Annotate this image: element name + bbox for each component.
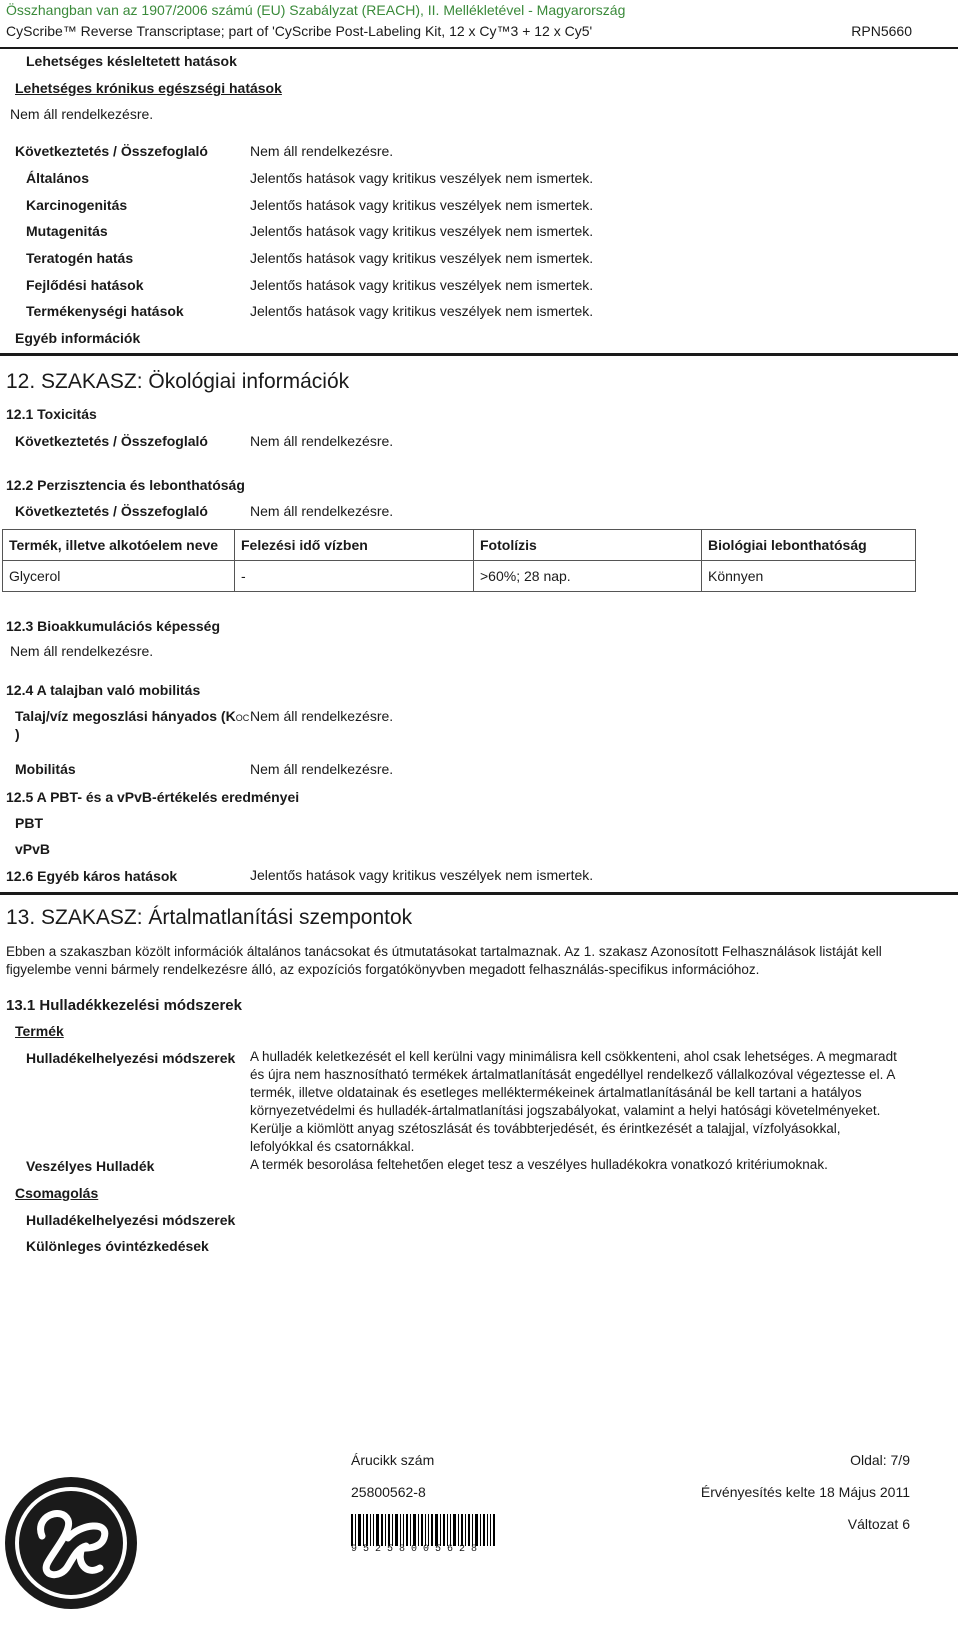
carcinogenicity-label: Karcinogenitás bbox=[26, 197, 128, 213]
product-code: RPN5660 bbox=[851, 23, 912, 39]
section13-title: 13. SZAKASZ: Ártalmatlanítási szempontok bbox=[6, 906, 413, 929]
column-header: Fotolízis bbox=[474, 530, 702, 561]
toxicity-title: 12.1 Toxicitás bbox=[6, 406, 97, 422]
table-cell: >60%; 28 nap. bbox=[474, 561, 702, 592]
page-number: Oldal: 7/9 bbox=[850, 1452, 910, 1468]
carcinogenicity-value: Jelentős hatások vagy kritikus veszélyek nem ismertek. bbox=[250, 197, 594, 213]
regulation-line: Összhangban van az 1907/2006 számú (EU) Szabályzat (REACH), II. Mellékletével - Magyarország bbox=[6, 2, 626, 18]
mutagenicity-value: Jelentős hatások vagy kritikus veszélyek nem ismertek. bbox=[250, 223, 594, 239]
table-row bbox=[3, 561, 916, 592]
general-label: Általános bbox=[26, 170, 90, 186]
table-cell: Könnyen bbox=[702, 561, 916, 592]
toxicity-conclusion-value: Nem áll rendelkezésre. bbox=[250, 433, 394, 449]
partition-label-close: ) bbox=[15, 726, 20, 742]
partition-subscript: OC bbox=[235, 713, 250, 723]
chronic-na: Nem áll rendelkezésre. bbox=[10, 106, 154, 122]
waste-methods-title: 13.1 Hulladékkezelési módszerek bbox=[6, 997, 242, 1014]
vpvb-label: vPvB bbox=[15, 841, 51, 857]
degradability-table bbox=[2, 529, 916, 592]
fertility-label: Termékenységi hatások bbox=[26, 303, 184, 319]
partition-label-text: Talaj/víz megoszlási hányados (K bbox=[15, 708, 236, 724]
developmental-value: Jelentős hatások vagy kritikus veszélyek nem ismertek. bbox=[250, 277, 594, 293]
header-rule bbox=[0, 47, 958, 49]
other-effects-value: Jelentős hatások vagy kritikus veszélyek nem ismertek. bbox=[250, 867, 594, 883]
partition-coefficient-label bbox=[15, 708, 249, 724]
toxicity-conclusion-label: Következtetés / Összefoglaló bbox=[15, 433, 208, 449]
section-rule bbox=[0, 353, 958, 356]
other-info-label: Egyéb információk bbox=[15, 330, 141, 346]
ge-logo bbox=[4, 1476, 138, 1610]
mutagenicity-label: Mutagenitás bbox=[26, 223, 108, 239]
chronic-effects-label: Lehetséges krónikus egészségi hatások bbox=[15, 80, 282, 96]
column-header: Felezési idő vízben bbox=[235, 530, 474, 561]
hazardous-waste-text: A termék besorolása feltehetően eleget tesz a veszélyes hulladékokra vonatkozó kritériumoknak. bbox=[250, 1157, 828, 1172]
barcode-digits: 9 5 2 5 8 0 0 5 6 2 8 bbox=[351, 1544, 478, 1555]
developmental-label: Fejlődési hatások bbox=[26, 277, 144, 293]
fertility-value: Jelentős hatások vagy kritikus veszélyek nem ismertek. bbox=[250, 303, 594, 319]
disposal-methods-text: A hulladék keletkezését el kell kerülni vagy minimálisra kell csökkenteni, ahol csak lehetséges. A megmaradt és újra nem hasznosítható termékek ártalmatlanítását engedéllyel rendelkező vállalkozóval végeztesse el. A termék, illetve oldatainak és esetleges melléktermékeinek ártalmatlanításánál be kell tartani a hatályos környezetvédelmi és hulladék-ártalmatlanítási jogszabályokat, valamint a helyi hatósági követelményeket. Kerülje a kiömlött anyag szétoszlását és továbbterjedését, és érintkezését a talajjal, vízfolyásokkal, lefolyókkal és csatornákkal. bbox=[250, 1049, 897, 1154]
validation-date: Érvényesítés kelte 18 Május 2011 bbox=[700, 1484, 910, 1500]
disposal-methods-label: Hulladékelhelyezési módszerek bbox=[26, 1050, 236, 1066]
delayed-effects-label: Lehetséges késleltetett hatások bbox=[26, 53, 237, 69]
product-label: Termék bbox=[15, 1023, 64, 1039]
section-rule bbox=[0, 892, 958, 895]
persistence-title: 12.2 Perzisztencia és lebonthatóság bbox=[6, 477, 245, 493]
mobility-value: Nem áll rendelkezésre. bbox=[250, 761, 394, 777]
special-precautions-label: Különleges óvintézkedések bbox=[26, 1238, 209, 1254]
partition-coefficient-value: Nem áll rendelkezésre. bbox=[250, 708, 394, 724]
other-effects-title: 12.6 Egyéb káros hatások bbox=[6, 868, 178, 884]
teratogenicity-label: Teratogén hatás bbox=[26, 250, 134, 266]
column-header: Biológiai lebonthatóság bbox=[702, 530, 916, 561]
persistence-conclusion-label: Következtetés / Összefoglaló bbox=[15, 503, 208, 519]
hazardous-waste-label: Veszélyes Hulladék bbox=[26, 1158, 155, 1174]
bioaccumulation-title: 12.3 Bioakkumulációs képesség bbox=[6, 618, 220, 634]
mobility-title: 12.4 A talajban való mobilitás bbox=[6, 682, 201, 698]
persistence-conclusion-value: Nem áll rendelkezésre. bbox=[250, 503, 394, 519]
conclusion-value: Nem áll rendelkezésre. bbox=[250, 143, 394, 159]
table-header-row bbox=[3, 530, 916, 561]
pbt-title: 12.5 A PBT- és a vPvB-értékelés eredményei bbox=[6, 789, 300, 805]
conclusion-label: Következtetés / Összefoglaló bbox=[15, 143, 208, 159]
table-cell: Glycerol bbox=[3, 561, 235, 592]
teratogenicity-value: Jelentős hatások vagy kritikus veszélyek nem ismertek. bbox=[250, 250, 594, 266]
article-number: 25800562-8 bbox=[351, 1484, 426, 1500]
packaging-label: Csomagolás bbox=[15, 1185, 99, 1201]
mobility-label: Mobilitás bbox=[15, 761, 76, 777]
section13-intro: Ebben a szakaszban közölt információk általános tanácsokat és útmutatásokat tartalmaznak. Az 1. szakasz Azonosított Felhasználások listáját kell figyelembe venni bármely rendelkezésre álló, az expozíciós forgatókönyvben megadott felhasználás-specifikus információhoz. bbox=[6, 944, 882, 977]
general-value: Jelentős hatások vagy kritikus veszélyek nem ismertek. bbox=[250, 170, 594, 186]
bioaccumulation-value: Nem áll rendelkezésre. bbox=[10, 643, 154, 659]
column-header: Termék, illetve alkotóelem neve bbox=[3, 530, 235, 561]
version: Változat 6 bbox=[847, 1516, 910, 1532]
section12-title: 12. SZAKASZ: Ökológiai információk bbox=[6, 370, 350, 393]
product-line: CyScribe™ Reverse Transcriptase; part of 'CyScribe Post-Labeling Kit, 12 x Cy™3 + 12 x Cy5' bbox=[6, 23, 593, 39]
pbt-label: PBT bbox=[15, 815, 43, 831]
article-number-label: Árucikk szám bbox=[351, 1452, 435, 1468]
table-cell: - bbox=[235, 561, 474, 592]
packaging-disposal-label: Hulladékelhelyezési módszerek bbox=[26, 1212, 236, 1228]
barcode bbox=[351, 1514, 497, 1546]
